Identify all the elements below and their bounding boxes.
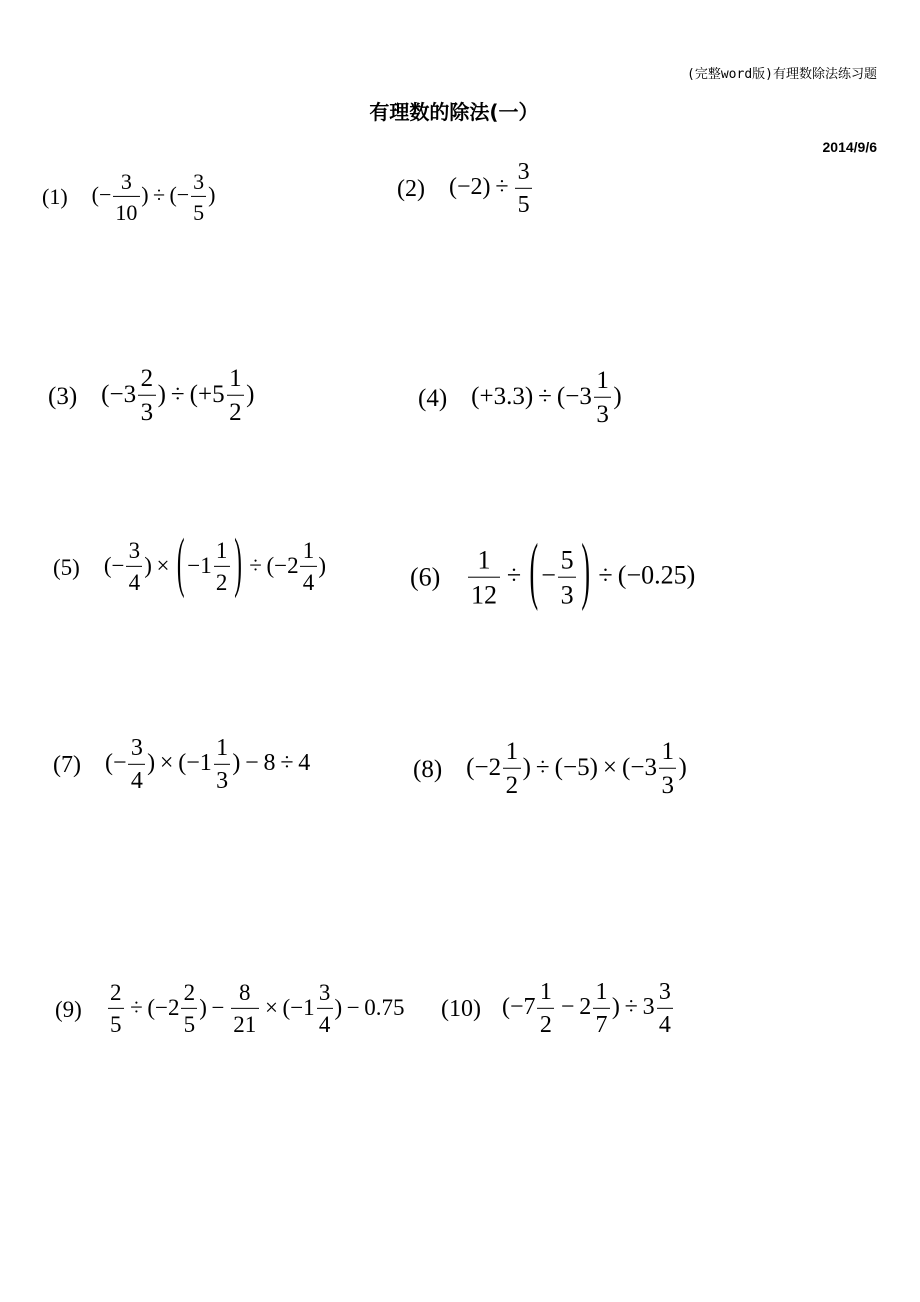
denominator: 3	[661, 772, 674, 799]
divide-sign: ÷	[538, 382, 552, 410]
denominator: 10	[115, 200, 138, 225]
problem-6	[410, 528, 696, 613]
math-text: (+3.3)	[471, 382, 534, 410]
problem-number: (6)	[410, 563, 441, 592]
math-text: (−3	[556, 382, 592, 410]
fraction	[537, 980, 554, 1038]
numerator: 1	[300, 539, 316, 567]
expression	[466, 739, 687, 800]
divide-sign: ÷	[170, 380, 185, 408]
divide-sign: ÷	[152, 182, 166, 208]
math-text: (−7	[501, 993, 536, 1020]
problem-number: (10)	[441, 996, 481, 1022]
fraction	[181, 981, 197, 1037]
math-text: )	[522, 753, 531, 781]
denominator: 4	[302, 570, 315, 595]
math-text: )	[141, 182, 149, 208]
multiply-sign: ×	[156, 552, 170, 578]
denominator: 2	[215, 570, 228, 595]
problem-number: (2)	[397, 176, 425, 202]
numerator: 3	[317, 981, 333, 1009]
numerator: 2	[138, 366, 156, 396]
fraction	[214, 539, 230, 595]
fraction	[231, 981, 259, 1037]
expression	[103, 525, 327, 598]
math-text: )	[232, 749, 241, 776]
math-text: (−2	[147, 994, 180, 1020]
problem-5	[53, 525, 327, 598]
numerator: 3	[113, 170, 139, 197]
expression	[105, 736, 310, 794]
fraction	[108, 981, 124, 1037]
math-text: (−	[104, 749, 127, 776]
numerator: 1	[593, 980, 610, 1009]
denominator: 5	[109, 1012, 122, 1037]
denominator: 2	[505, 772, 519, 799]
problem-3	[48, 366, 254, 427]
big-left-paren: (	[529, 528, 539, 613]
divide-sign: ÷	[598, 560, 613, 590]
denominator: 3	[560, 581, 574, 610]
numerator: 3	[191, 170, 206, 197]
fraction	[558, 547, 576, 610]
numerator: 2	[108, 981, 124, 1009]
divide-sign: ÷	[249, 552, 262, 578]
problem-number: (8)	[413, 755, 443, 783]
problem-number: (5)	[53, 554, 80, 580]
fraction	[515, 160, 532, 218]
denominator: 4	[658, 1012, 671, 1038]
math-text: (−3	[101, 380, 137, 408]
problem-9	[55, 981, 405, 1037]
fraction	[300, 539, 316, 595]
denominator: 5	[517, 192, 530, 218]
math-text: −1	[187, 552, 212, 578]
numerator: 3	[515, 160, 532, 189]
divide-sign: ÷	[130, 994, 143, 1020]
math-text: −	[541, 560, 556, 590]
problem-number: (3)	[48, 382, 78, 410]
numerator: 2	[181, 981, 197, 1009]
numerator: 5	[558, 547, 576, 578]
numerator: 1	[594, 368, 612, 398]
math-text: (−	[91, 182, 112, 208]
math-text: 4	[298, 749, 311, 776]
math-text: )	[147, 749, 156, 776]
problem-1	[42, 170, 215, 224]
math-text: )	[157, 380, 166, 408]
numerator: 3	[128, 736, 145, 765]
numerator: 3	[126, 539, 142, 567]
big-left-paren: (	[176, 525, 185, 598]
math-text: 2	[579, 993, 592, 1020]
math-text: (−0.25)	[617, 560, 696, 590]
math-text: (+5	[189, 380, 225, 408]
fraction	[128, 736, 145, 794]
fraction	[138, 366, 156, 427]
numerator: 3	[657, 980, 674, 1009]
denominator: 3	[216, 768, 229, 794]
numerator: 1	[214, 539, 230, 567]
problem-4	[418, 368, 622, 429]
math-text: (−3	[622, 753, 657, 781]
denominator: 4	[318, 1012, 331, 1037]
multiply-sign: ×	[159, 749, 174, 776]
denominator: 21	[233, 1012, 257, 1037]
math-text: (−2	[266, 552, 299, 578]
math-text: (−2)	[448, 173, 491, 200]
math-text: (−1	[178, 749, 212, 776]
page-title: 有理数的除法(一）	[369, 100, 539, 124]
numerator: 1	[214, 736, 231, 765]
problem-7	[53, 736, 310, 794]
problem-number: (9)	[55, 996, 82, 1022]
minus-sign: −	[245, 749, 259, 776]
math-text: (−1	[282, 994, 315, 1020]
denominator: 12	[471, 581, 497, 610]
problem-8	[413, 739, 687, 800]
expression	[502, 980, 675, 1038]
problem-2	[397, 160, 534, 218]
math-text: )	[613, 382, 622, 410]
problem-number: (7)	[53, 752, 81, 778]
math-text: )	[144, 552, 152, 578]
fraction	[191, 170, 206, 224]
numerator: 1	[468, 547, 499, 578]
fraction	[657, 980, 674, 1038]
fraction	[317, 981, 333, 1037]
minus-sign: −	[211, 994, 225, 1020]
expression	[466, 528, 696, 613]
divide-sign: ÷	[280, 749, 294, 776]
denominator: 2	[229, 399, 242, 426]
numerator: 1	[227, 366, 245, 396]
date: 2014/9/6	[822, 139, 877, 155]
divide-sign: ÷	[506, 560, 522, 590]
expression	[449, 160, 534, 218]
math-text: )	[318, 552, 327, 578]
fraction	[227, 366, 245, 427]
divide-sign: ÷	[624, 993, 638, 1020]
fraction	[126, 539, 142, 595]
minus-sign: −	[346, 994, 360, 1020]
expression	[92, 170, 216, 224]
problem-number: (1)	[42, 184, 68, 209]
minus-sign: −	[560, 993, 575, 1020]
math-text: )	[199, 994, 207, 1020]
problem-number: (4)	[418, 384, 448, 412]
denominator: 5	[183, 1012, 196, 1037]
denominator: 5	[193, 200, 205, 225]
denominator: 4	[128, 570, 141, 595]
math-text: (−2	[466, 753, 502, 781]
denominator: 2	[539, 1012, 552, 1038]
math-text: (−	[169, 182, 190, 208]
denominator: 7	[595, 1012, 608, 1038]
expression	[471, 368, 622, 429]
divide-sign: ÷	[535, 753, 550, 781]
math-text: 0.75	[364, 994, 405, 1020]
multiply-sign: ×	[602, 753, 618, 781]
fraction	[113, 170, 139, 224]
expression	[106, 981, 405, 1037]
multiply-sign: ×	[264, 994, 278, 1020]
fraction	[593, 980, 610, 1038]
denominator: 4	[130, 768, 143, 794]
math-text: )	[678, 753, 687, 781]
math-text: )	[611, 993, 620, 1020]
math-text: )	[246, 380, 255, 408]
numerator: 1	[503, 739, 521, 769]
math-text: )	[334, 994, 343, 1020]
big-right-paren: )	[234, 525, 242, 598]
math-text: 3	[642, 993, 655, 1020]
divide-sign: ÷	[495, 173, 509, 200]
fraction	[214, 736, 231, 794]
denominator: 3	[140, 399, 154, 426]
fraction	[659, 739, 677, 800]
math-text: (−5)	[554, 753, 598, 781]
denominator: 3	[596, 401, 609, 428]
fraction	[468, 547, 499, 610]
math-text: )	[208, 182, 216, 208]
document-header: (完整word版)有理数除法练习题	[687, 67, 877, 82]
math-text: 8	[263, 749, 276, 776]
big-right-paren: )	[581, 528, 591, 613]
numerator: 8	[231, 981, 259, 1009]
fraction	[594, 368, 612, 429]
problem-10	[441, 980, 675, 1038]
math-text: (−	[103, 552, 125, 578]
fraction	[503, 739, 521, 800]
expression	[101, 366, 254, 427]
numerator: 1	[659, 739, 677, 769]
numerator: 1	[537, 980, 554, 1009]
